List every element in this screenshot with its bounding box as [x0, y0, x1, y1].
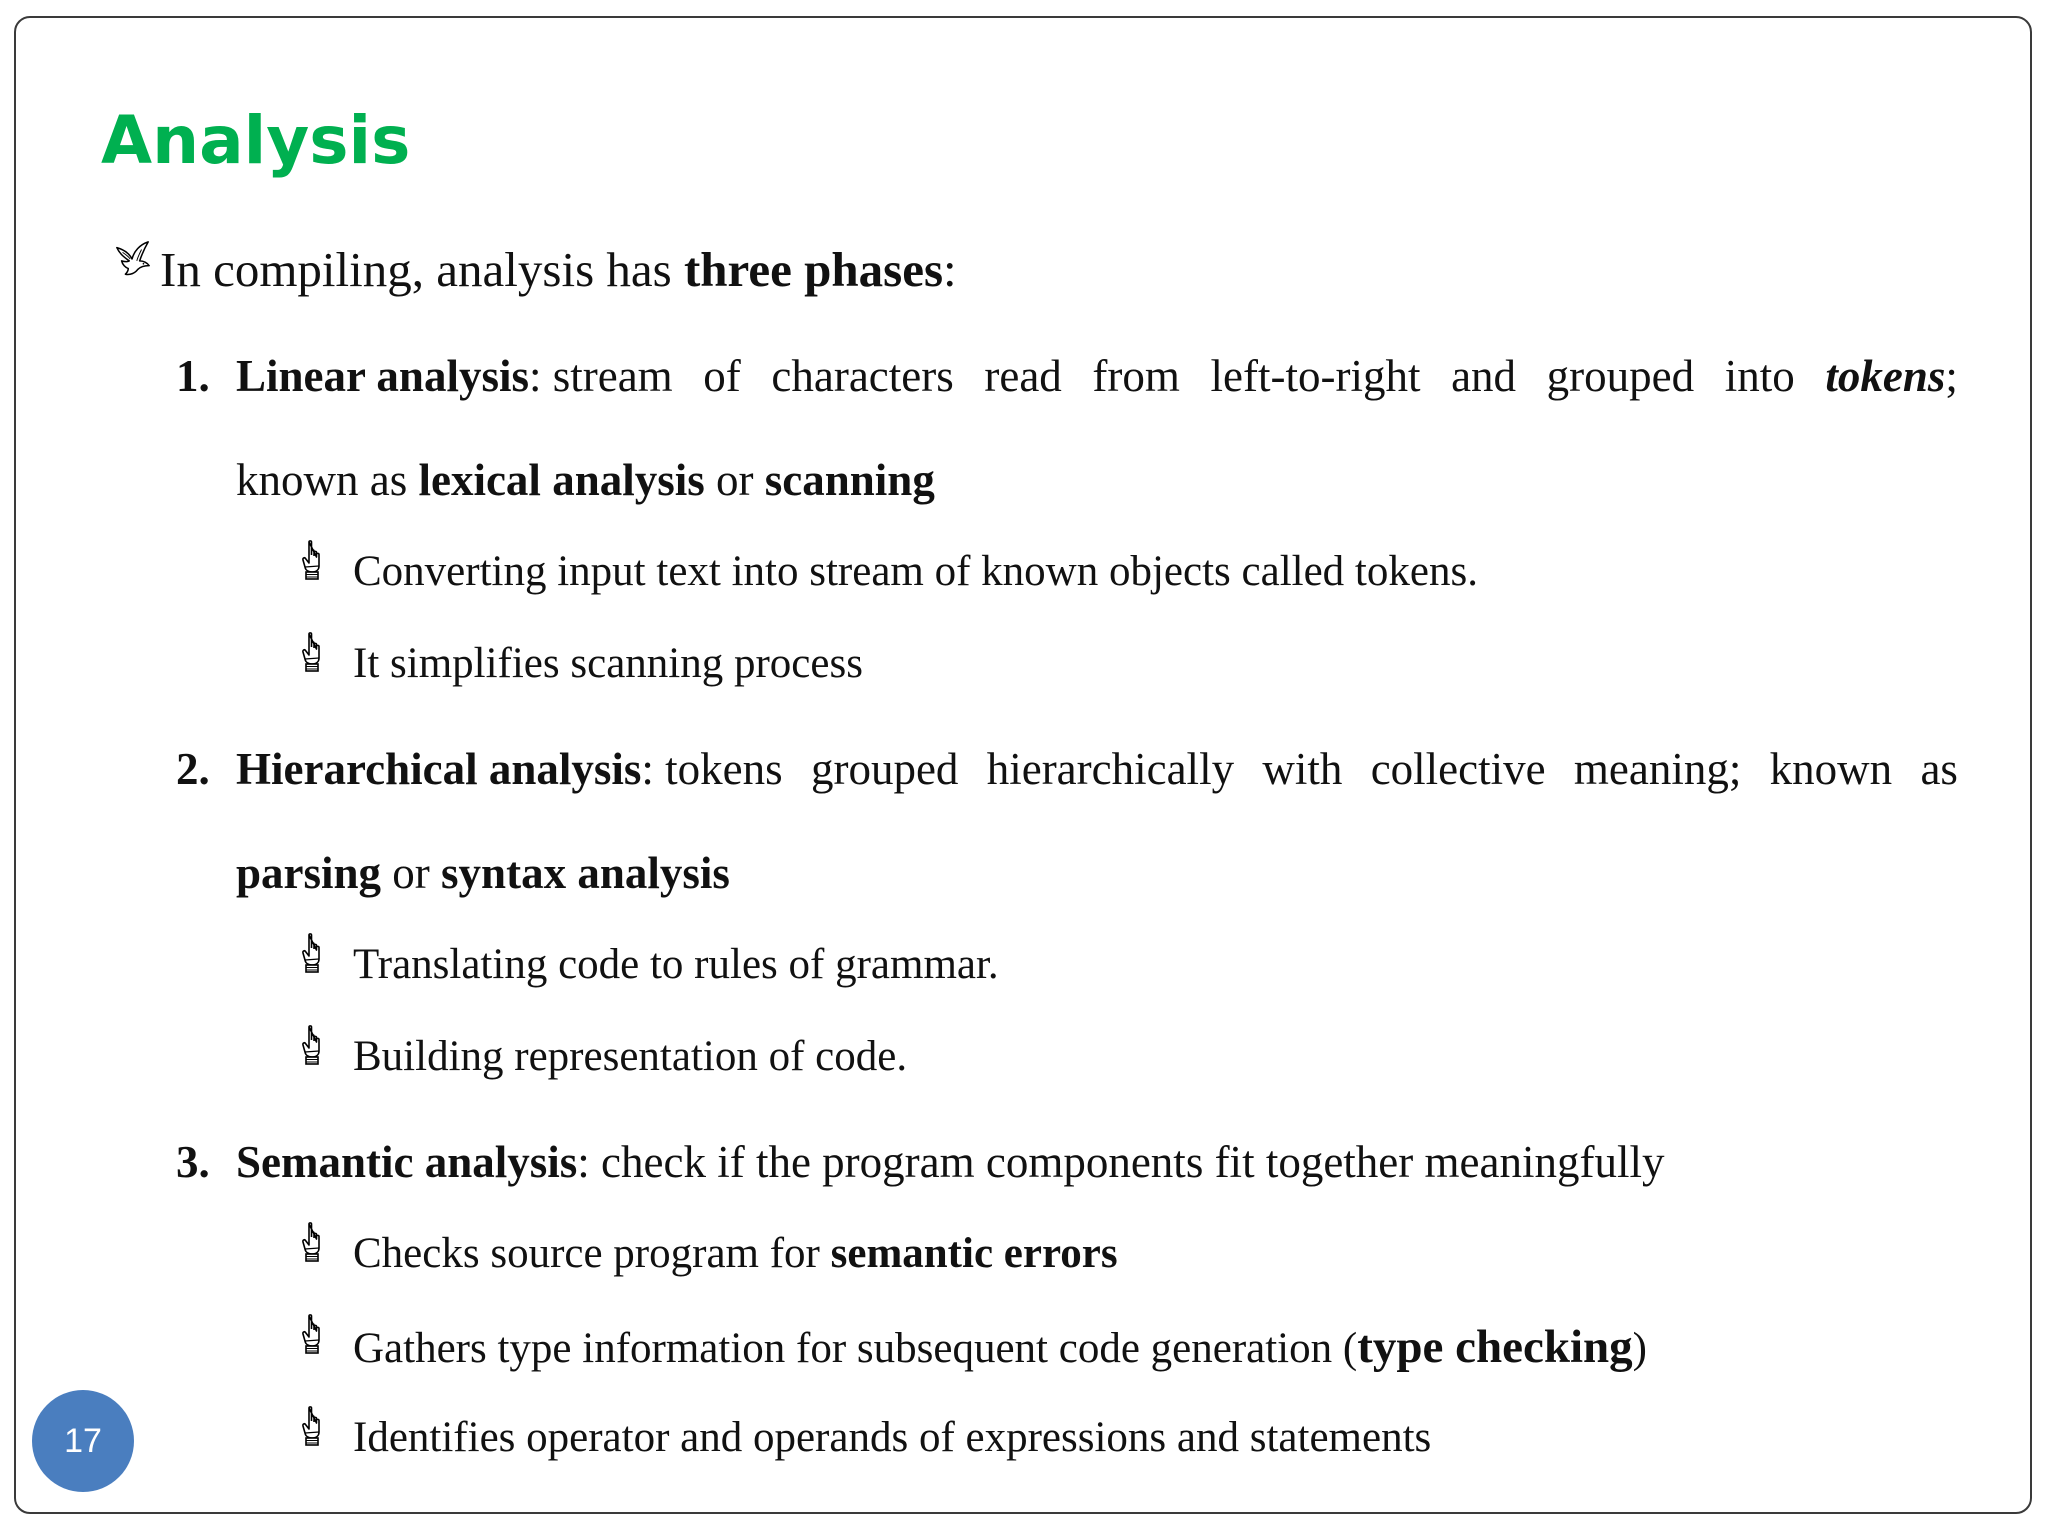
phase-2-word: hierarchically [986, 744, 1235, 794]
bullet-text: Identifies operator and operands of expressions and statements [353, 1414, 1432, 1461]
phase-1-name: Linear analysis [236, 351, 529, 401]
phase-1-word: read [984, 351, 1062, 401]
phase-1-head [236, 351, 673, 401]
intro-suffix: : [943, 242, 957, 297]
phase-2-word: known [1769, 744, 1893, 794]
pointing-hand-icon [300, 1222, 324, 1262]
phase-1-number: 1. [176, 351, 210, 401]
phase-2-name: Hierarchical analysis [236, 744, 642, 794]
bullet-text: Gathers type information for subsequent code generation ( [353, 1325, 1358, 1372]
phase-2-word: collective [1370, 744, 1546, 794]
phase-2-bold-2: syntax analysis [441, 848, 730, 898]
bullet-bold: type checking [1357, 1321, 1633, 1373]
phase-2-word: grouped [810, 744, 959, 794]
pointing-hand-icon [300, 540, 324, 580]
phase-2-word: meaning; [1573, 744, 1742, 794]
phase-1-word: of [703, 351, 741, 401]
intro-bold: three phases [683, 242, 944, 297]
phase-3-bullet-2 [353, 1321, 1647, 1373]
phase-1-word: into [1724, 351, 1795, 401]
bullet-bold: semantic errors [830, 1230, 1118, 1277]
phase-1-line-2 [236, 455, 935, 505]
phase-2-number: 2. [176, 744, 210, 794]
phase-1-word: grouped [1546, 351, 1695, 401]
phase-2-word: as [1920, 744, 1958, 794]
phase-2-word: : tokens [641, 744, 783, 794]
phase-1-line2-prefix: known as [236, 455, 419, 505]
phase-2-bullet-1: Translating code to rules of grammar. [353, 941, 999, 988]
phase-2-mid: or [381, 848, 442, 898]
phase-1-bullet-1: Converting input text into stream of known objects called tokens. [353, 548, 1478, 595]
phase-1-bold-2: scanning [764, 455, 935, 505]
phase-1-word: : stream [528, 351, 673, 401]
phase-2-head [236, 744, 783, 794]
phase-2-word: with [1262, 744, 1343, 794]
intro-line [160, 242, 957, 297]
phase-3-line-1 [236, 1137, 1665, 1187]
phase-3-number: 3. [176, 1137, 210, 1187]
intro-text: In compiling, analysis has [160, 242, 684, 297]
phase-2-line-1 [236, 744, 1958, 794]
phase-1-word: and [1451, 351, 1517, 401]
phase-3-name: Semantic analysis [236, 1137, 578, 1187]
phase-2-line-2 [236, 848, 730, 898]
dove-icon [114, 240, 152, 278]
pointing-hand-icon [300, 1314, 324, 1354]
bullet-suffix: ) [1632, 1325, 1647, 1372]
pointing-hand-icon [300, 1025, 324, 1065]
phase-1-word: characters [771, 351, 954, 401]
phase-1-word: from [1092, 351, 1180, 401]
phase-2-bold-1: parsing [236, 848, 382, 898]
phase-3-bullet-3 [353, 1416, 1431, 1459]
pointing-hand-icon [300, 632, 324, 672]
phase-3-bullet-1 [353, 1232, 1118, 1275]
phase-1-word: left-to-right [1210, 351, 1421, 401]
slide-title: Analysis [101, 102, 411, 179]
bullet-text: Checks source program for [353, 1230, 831, 1277]
phase-1-mid: or [704, 455, 765, 505]
phase-2-bullet-2: Building representation of code. [353, 1033, 908, 1080]
phase-3-description: : check if the program components fit together meaningfully [577, 1137, 1665, 1187]
phase-1-tokens [1825, 351, 1958, 401]
phase-1-bullet-2: It simplifies scanning process [353, 640, 863, 687]
pointing-hand-icon [300, 933, 324, 973]
phase-1-line-1 [236, 351, 1958, 401]
pointing-hand-icon [300, 1406, 324, 1446]
phase-1-bold-1: lexical analysis [418, 455, 705, 505]
tokens-word: tokens [1825, 351, 1946, 401]
tokens-suffix: ; [1945, 351, 1958, 401]
page-number-badge: 17 [32, 1390, 134, 1492]
